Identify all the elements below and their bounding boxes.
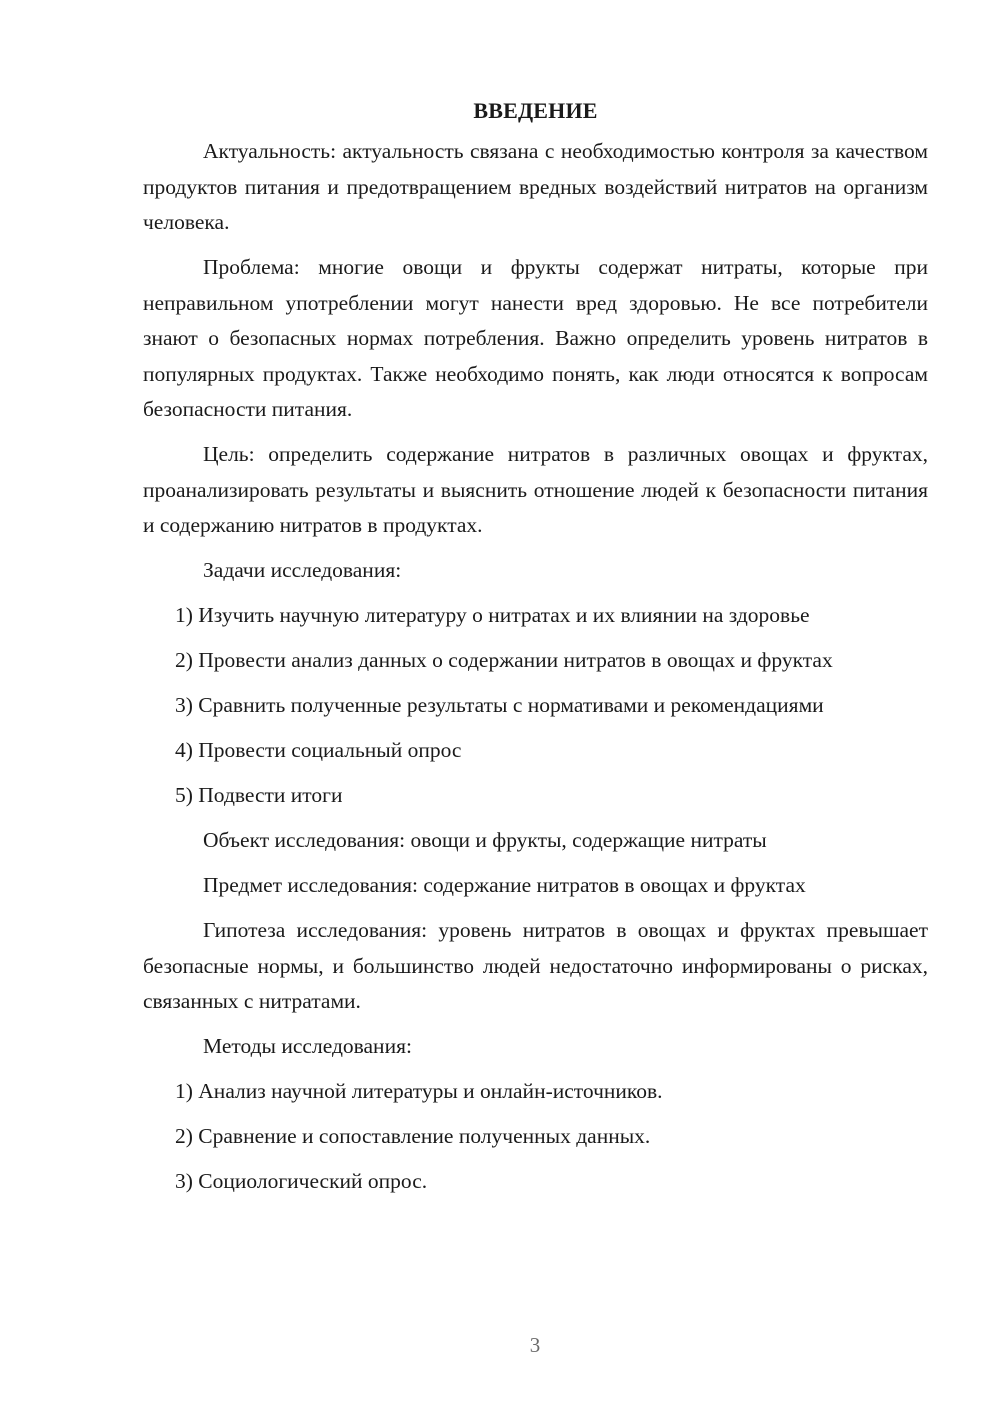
task-item-5: 5) Подвести итоги <box>175 783 343 807</box>
section-title: ВВЕДЕНИЕ <box>473 98 598 123</box>
problem-paragraph: Проблема: многие овощи и фрукты содержат нитраты, которые при неправильном употреблении могут нанести вред здоровью. Не все потребители знают о безопасных нормах потребления. Важно определить уровень нитратов в популярных продуктах. Также необходимо понять, как люди относятся к вопросам безопасности питания. <box>143 255 928 421</box>
document-page <box>143 94 928 1209</box>
task-item-4: 4) Провести социальный опрос <box>175 738 462 762</box>
task-item-2: 2) Провести анализ данных о содержании нитратов в овощах и фруктах <box>175 648 833 672</box>
method-item-3: 3) Социологический опрос. <box>175 1169 428 1193</box>
relevance-paragraph: Актуальность: актуальность связана с необходимостью контроля за качеством продуктов питания и предотвращением вредных воздействий нитратов на организм человека. <box>143 139 928 234</box>
goal-paragraph: Цель: определить содержание нитратов в различных овощах и фруктах, проанализировать результаты и выяснить отношение людей к безопасности питания и содержанию нитратов в продуктах. <box>143 442 928 537</box>
method-item-1: 1) Анализ научной литературы и онлайн-источников. <box>175 1079 663 1103</box>
page-number: 3 <box>529 1333 541 1357</box>
subject-paragraph: Предмет исследования: содержание нитратов в овощах и фруктах <box>203 873 806 897</box>
object-paragraph: Объект исследования: овощи и фрукты, содержащие нитраты <box>203 828 767 852</box>
task-item-1: 1) Изучить научную литературу о нитратах и их влиянии на здоровье <box>175 603 810 627</box>
task-item-3: 3) Сравнить полученные результаты с нормативами и рекомендациями <box>175 693 824 717</box>
tasks-heading: Задачи исследования: <box>203 558 402 582</box>
hypothesis-paragraph: Гипотеза исследования: уровень нитратов в овощах и фруктах превышает безопасные нормы, и большинство людей недостаточно информированы о рисках, связанных с нитратами. <box>143 918 928 1013</box>
methods-heading: Методы исследования: <box>203 1034 412 1058</box>
method-item-2: 2) Сравнение и сопоставление полученных данных. <box>175 1124 651 1148</box>
